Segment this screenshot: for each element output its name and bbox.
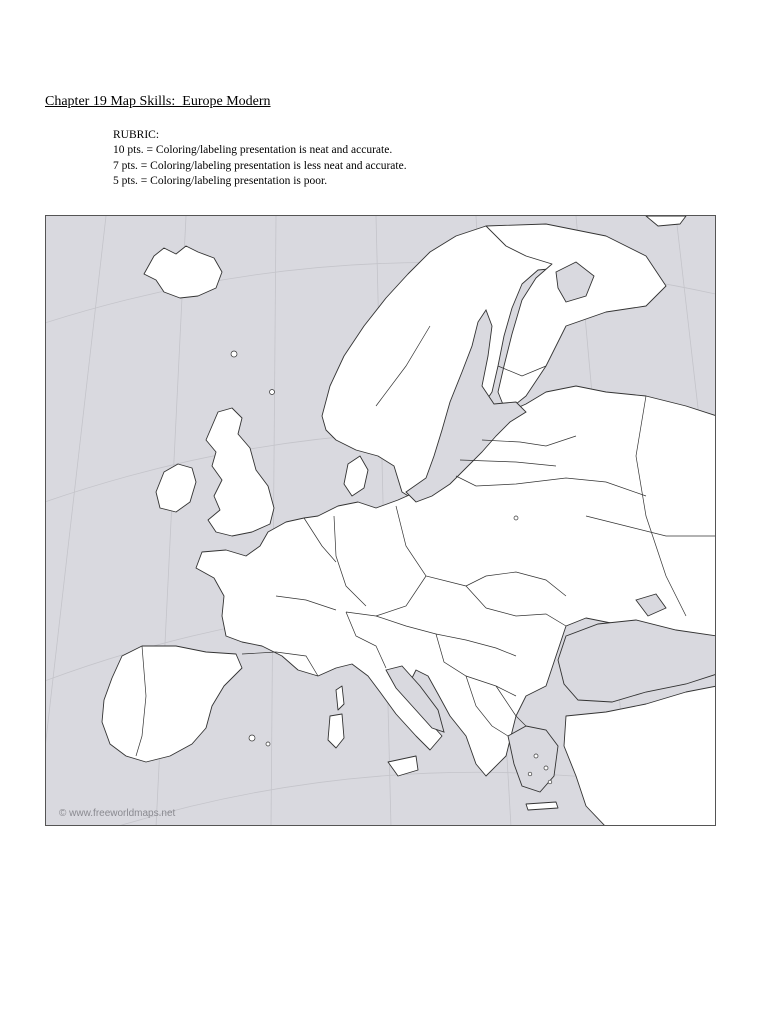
map-watermark: © www.freeworldmaps.net: [59, 808, 176, 819]
island: [548, 780, 552, 784]
iberian-peninsula: [102, 646, 242, 762]
sardinia: [328, 714, 344, 748]
island: [528, 772, 532, 776]
island: [514, 516, 518, 520]
europe-map: [45, 215, 716, 826]
rubric-item: 7 pts. = Coloring/labeling presentation is less neat and accurate.: [113, 159, 407, 172]
rubric: [113, 128, 407, 189]
island: [534, 754, 538, 758]
island: [266, 742, 270, 746]
rubric-item: 10 pts. = Coloring/labeling presentation is neat and accurate.: [113, 144, 393, 157]
island: [231, 351, 237, 357]
iceland: [144, 246, 222, 298]
denmark: [344, 456, 368, 496]
anatolia: [564, 686, 716, 826]
great-britain: [206, 408, 274, 536]
page-title: Chapter 19 Map Skills: Europe Modern: [45, 94, 271, 109]
island: [544, 766, 548, 770]
rubric-item: 5 pts. = Coloring/labeling presentation is poor.: [113, 174, 328, 187]
crete: [526, 802, 558, 810]
sicily: [388, 756, 418, 776]
island: [270, 390, 275, 395]
corsica: [336, 686, 344, 710]
island: [249, 735, 255, 741]
europe-map-svg: [46, 216, 716, 826]
land: [102, 216, 716, 826]
rubric-heading: RUBRIC:: [113, 129, 160, 141]
black-sea: [558, 620, 716, 702]
arctic-island: [646, 216, 686, 226]
ireland: [156, 464, 196, 512]
